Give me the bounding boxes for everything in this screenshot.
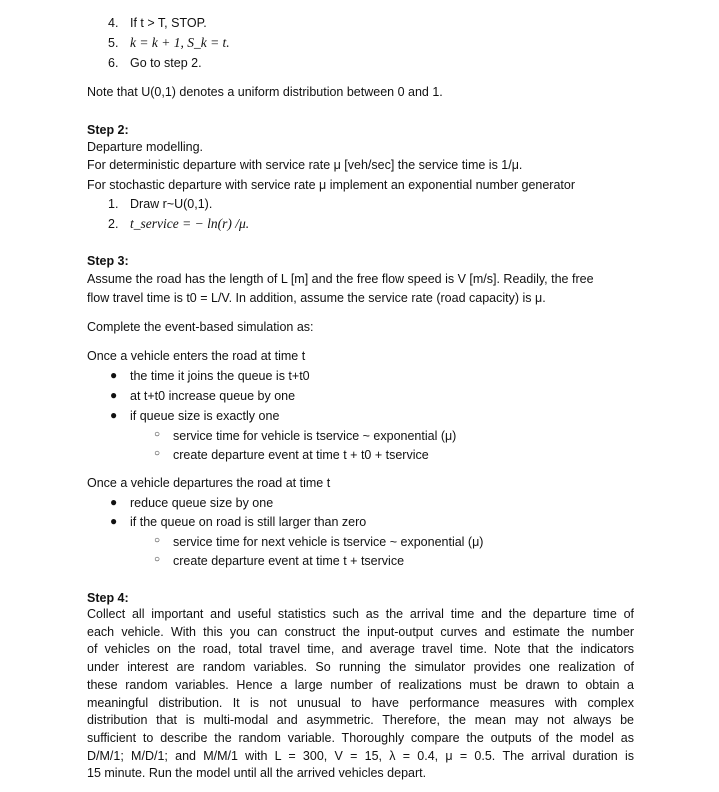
step4-line: sufficient to describe the random variable. Thoroughly compare the outputs of the model as [87, 730, 634, 745]
step2-line-2: For deterministic departure with service rate μ [veh/sec] the service time is 1/μ. [87, 158, 523, 172]
circle-bullet-icon: ○ [154, 429, 161, 440]
step4-line: Collect all important and useful statistics such as the arrival time and the departure time of [87, 607, 634, 621]
step4-line: D/M/1; M/D/1; and M/M/1 with L = 300, V = 15, λ = 0.4, μ = 0.5. The arrival duration is [87, 748, 634, 763]
circle-bullet-icon: ○ [154, 448, 161, 459]
depart-sub-1: service time for next vehicle is tservice ~ exponential (μ) [173, 535, 484, 549]
bullet-icon: ● [110, 368, 118, 382]
step-item-6: 6. Go to step 2. [108, 56, 202, 70]
step2-item-2: 2. t_service = − ln(r) /μ. [108, 216, 250, 231]
step2-line-1: Departure modelling. [87, 140, 204, 154]
bullet-icon: ● [110, 514, 118, 528]
step4-line: of vehicles on the road, total travel time, and average travel time. Note that the indicators [87, 642, 634, 657]
enter-sub-1: service time for vehicle is tservice ~ exponential (μ) [173, 429, 457, 443]
step2-heading: Step 2: [87, 123, 129, 137]
step4-heading: Step 4: [87, 591, 129, 605]
enter-intro: Once a vehicle enters the road at time t [87, 349, 306, 363]
enter-bullet-1: the time it joins the queue is t+t0 [130, 369, 310, 383]
step4-line: 15 minute. Run the model until all the arrived vehicles depart. [87, 766, 427, 781]
step3-complete: Complete the event-based simulation as: [87, 320, 314, 334]
uniform-note: Note that U(0,1) denotes a uniform distribution between 0 and 1. [87, 85, 443, 99]
step3-line-1: Assume the road has the length of L [m] and the free flow speed is V [m/s]. Readily, the free [87, 272, 594, 286]
enter-bullet-2: at t+t0 increase queue by one [130, 389, 296, 403]
depart-bullet-1: reduce queue size by one [130, 496, 274, 510]
step-item-4: 4. If t > T, STOP. [108, 16, 207, 30]
depart-intro: Once a vehicle departures the road at time t [87, 476, 331, 490]
enter-sub-2: create departure event at time t + t0 + tservice [173, 448, 429, 462]
step-item-5: 5. k = k + 1, S_k = t. [108, 35, 230, 50]
step4-line: these random variables. Hence a large number of realizations must be drawn to obtain a [87, 677, 634, 692]
step4-line: under interest are random variables. So running the simulator provides one realization of [87, 660, 634, 675]
step4-line: meaningful distribution. It is not unusual to have performance measures with complex [87, 695, 634, 710]
bullet-icon: ● [110, 408, 118, 422]
bullet-icon: ● [110, 495, 118, 509]
step4-line: each vehicle. With this you can construct the input-output curves and estimate the number [87, 624, 634, 639]
bullet-icon: ● [110, 388, 118, 402]
depart-sub-2: create departure event at time t + tservice [173, 554, 405, 568]
step3-heading: Step 3: [87, 254, 129, 268]
circle-bullet-icon: ○ [154, 554, 161, 565]
enter-bullet-3: if queue size is exactly one [130, 409, 280, 423]
step4-paragraph [87, 606, 634, 783]
circle-bullet-icon: ○ [154, 535, 161, 546]
depart-bullet-2: if the queue on road is still larger than zero [130, 515, 367, 529]
step4-line: distribution that is multi-modal and asymmetric. Therefore, the mean may not always be [87, 713, 634, 728]
step3-line-2: flow travel time is t0 = L/V. In addition, assume the service rate (road capacity) is μ. [87, 291, 546, 305]
step2-line-3: For stochastic departure with service rate μ implement an exponential number generator [87, 178, 576, 192]
step2-item-1: 1. Draw r~U(0,1). [108, 197, 213, 211]
